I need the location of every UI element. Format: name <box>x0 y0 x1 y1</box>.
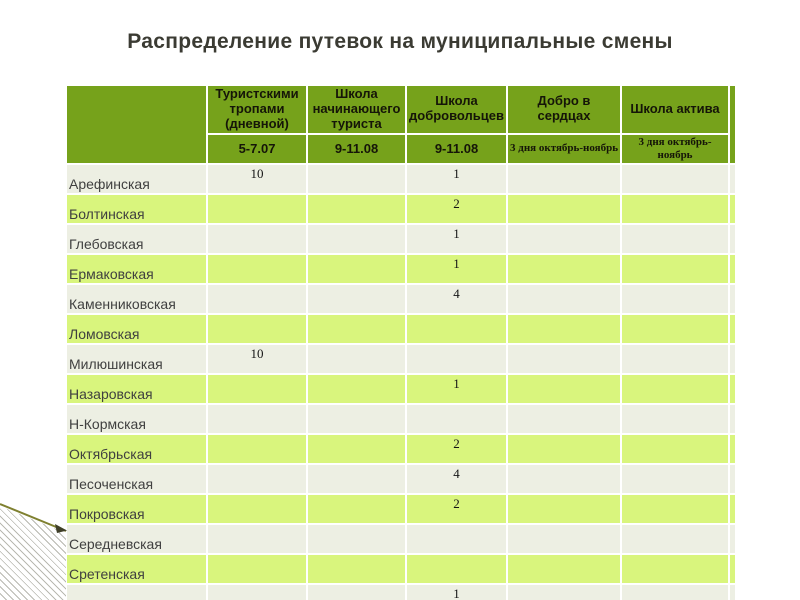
value-cell <box>208 255 306 283</box>
value-cell <box>622 465 728 493</box>
value-cell <box>508 465 620 493</box>
slide-title: Распределение путевок на муниципальные смены <box>127 30 673 53</box>
row-sliver-cell <box>730 375 735 403</box>
column-header-sliver <box>730 86 735 163</box>
value-cell <box>208 465 306 493</box>
row-label-cell: Назаровская <box>67 375 206 403</box>
row-sliver-cell <box>730 195 735 223</box>
row-label-cell: Глебовская <box>67 225 206 253</box>
column-header-volunteer-school: Школа добровольцев <box>407 86 506 133</box>
table-row <box>67 285 735 313</box>
value-cell: 1 <box>407 225 506 253</box>
value-cell <box>308 225 405 253</box>
value-cell <box>308 555 405 583</box>
value-cell <box>508 555 620 583</box>
value-cell <box>508 495 620 523</box>
row-label-cell: Арефинская <box>67 165 206 193</box>
value-cell <box>622 195 728 223</box>
value-cell <box>308 375 405 403</box>
value-cell <box>208 375 306 403</box>
value-cell <box>622 375 728 403</box>
value-cell <box>508 345 620 373</box>
value-cell <box>407 555 506 583</box>
value-cell <box>208 195 306 223</box>
row-sliver-cell <box>730 465 735 493</box>
value-cell <box>208 525 306 553</box>
row-label-cell: Середневская <box>67 525 206 553</box>
table-header-row <box>67 86 735 133</box>
value-cell <box>208 435 306 463</box>
row-sliver-cell <box>730 435 735 463</box>
value-cell <box>308 405 405 433</box>
row-label-cell: Каменниковская <box>67 285 206 313</box>
value-cell: 4 <box>407 465 506 493</box>
value-cell <box>622 315 728 343</box>
value-cell: 10 <box>208 345 306 373</box>
table-row <box>67 405 735 433</box>
row-sliver-cell <box>730 165 735 193</box>
row-sliver-cell <box>730 225 735 253</box>
value-cell <box>308 435 405 463</box>
value-cell <box>208 585 306 600</box>
value-cell <box>508 285 620 313</box>
row-label-cell: Покровская <box>67 495 206 523</box>
value-cell <box>208 285 306 313</box>
table-header <box>67 86 735 163</box>
row-label-cell: Сретенская <box>67 555 206 583</box>
value-cell <box>208 495 306 523</box>
value-cell: 2 <box>407 495 506 523</box>
value-cell <box>208 225 306 253</box>
row-sliver-cell <box>730 315 735 343</box>
value-cell <box>508 405 620 433</box>
corner-ribbon-decoration <box>0 503 67 600</box>
row-sliver-cell <box>730 255 735 283</box>
column-header-kindness-in-hearts: Добро в сердцах <box>508 86 620 133</box>
value-cell: 1 <box>407 375 506 403</box>
value-cell: 1 <box>407 255 506 283</box>
subheader-dates-kindness: 3 дня октябрь-ноябрь <box>508 135 620 163</box>
value-cell <box>508 225 620 253</box>
table-row <box>67 345 735 373</box>
table-row <box>67 255 735 283</box>
value-cell <box>622 525 728 553</box>
row-sliver-cell <box>730 495 735 523</box>
value-cell <box>308 495 405 523</box>
value-cell <box>622 405 728 433</box>
value-cell <box>308 585 405 600</box>
row-label-cell: Милюшинская <box>67 345 206 373</box>
row-label-cell: Н-Кормская <box>67 405 206 433</box>
value-cell <box>622 435 728 463</box>
row-label-cell: Ломовская <box>67 315 206 343</box>
subheader-dates-volunteer: 9-11.08 <box>407 135 506 163</box>
table-row <box>67 435 735 463</box>
value-cell <box>308 195 405 223</box>
value-cell <box>622 555 728 583</box>
table-row <box>67 525 735 553</box>
table-row <box>67 465 735 493</box>
table-row <box>67 375 735 403</box>
value-cell <box>508 195 620 223</box>
row-sliver-cell <box>730 285 735 313</box>
table-row <box>67 495 735 523</box>
value-cell <box>208 405 306 433</box>
subheader-dates-beginner-tourist: 9-11.08 <box>308 135 405 163</box>
table-body <box>67 165 735 600</box>
row-sliver-cell <box>730 555 735 583</box>
value-cell: 2 <box>407 435 506 463</box>
value-cell <box>407 345 506 373</box>
column-header-activist-school: Школа актива <box>622 86 728 133</box>
value-cell <box>508 375 620 403</box>
value-cell <box>622 285 728 313</box>
row-label-cell: Песоченская <box>67 465 206 493</box>
value-cell <box>622 165 728 193</box>
value-cell <box>622 345 728 373</box>
value-cell <box>508 255 620 283</box>
value-cell <box>508 315 620 343</box>
row-sliver-cell <box>730 405 735 433</box>
row-label-cell: Болтинская <box>67 195 206 223</box>
value-cell <box>308 465 405 493</box>
value-cell <box>622 585 728 600</box>
row-sliver-cell <box>730 525 735 553</box>
column-header-beginner-tourist-school: Школа начинающего туриста <box>308 86 405 133</box>
value-cell <box>508 525 620 553</box>
value-cell: 4 <box>407 285 506 313</box>
table-row <box>67 585 735 600</box>
row-label-cell <box>67 585 206 600</box>
value-cell <box>407 525 506 553</box>
value-cell <box>407 315 506 343</box>
column-header-tourist-trails: Туристскими тропами (дневной) <box>208 86 306 133</box>
value-cell <box>308 315 405 343</box>
row-label-cell: Октябрьская <box>67 435 206 463</box>
value-cell: 10 <box>208 165 306 193</box>
value-cell <box>508 435 620 463</box>
table-row <box>67 315 735 343</box>
value-cell <box>308 255 405 283</box>
value-cell: 2 <box>407 195 506 223</box>
column-header-blank <box>67 86 206 163</box>
value-cell <box>622 225 728 253</box>
value-cell <box>308 525 405 553</box>
value-cell <box>622 495 728 523</box>
value-cell <box>308 165 405 193</box>
subheader-dates-tourist-trails: 5-7.07 <box>208 135 306 163</box>
value-cell: 1 <box>407 165 506 193</box>
row-label-cell: Ермаковская <box>67 255 206 283</box>
subheader-dates-activist: 3 дня октябрь-ноябрь <box>622 135 728 163</box>
table-row <box>67 225 735 253</box>
table-row <box>67 165 735 193</box>
value-cell <box>308 285 405 313</box>
distribution-table <box>65 84 737 600</box>
table-row <box>67 555 735 583</box>
value-cell <box>208 315 306 343</box>
value-cell <box>308 345 405 373</box>
value-cell <box>508 585 620 600</box>
value-cell <box>407 405 506 433</box>
value-cell: 1 <box>407 585 506 600</box>
row-sliver-cell <box>730 345 735 373</box>
value-cell <box>508 165 620 193</box>
table-row <box>67 195 735 223</box>
row-sliver-cell <box>730 585 735 600</box>
value-cell <box>208 555 306 583</box>
value-cell <box>622 255 728 283</box>
